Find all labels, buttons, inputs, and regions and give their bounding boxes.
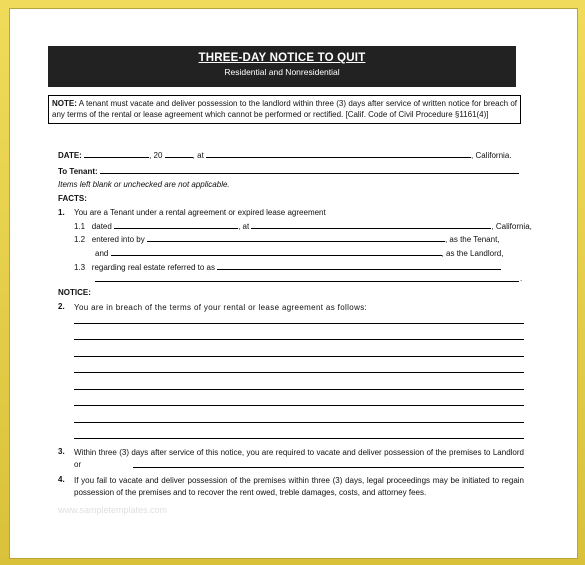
vacate-alternative-field[interactable] (133, 467, 524, 468)
item-1-1-at: , at (238, 222, 250, 231)
date-row (58, 149, 512, 160)
item-1-3-text: regarding real estate referred to as (91, 263, 215, 272)
item-3-number: 3. (58, 447, 65, 456)
document-subtitle: Residential and Nonresidential (224, 67, 340, 77)
item-4-text: If you fail to vacate and deliver possession of the premises within three (3) days, legal proceedings may be initiated to regain possession of the premises and to recover the rent owed, treble damages, costs, and attorney fees. (74, 476, 524, 497)
notice-heading: NOTICE: (58, 288, 91, 297)
date-label: DATE: (58, 151, 82, 160)
item-1-2-landlord: , as the Landlord, (441, 249, 504, 258)
item-1-2-and: and (95, 249, 109, 258)
item-1-3-number: 1.3 (74, 263, 86, 272)
date-at: , at (192, 151, 204, 160)
item-1-2-and-row (95, 247, 503, 258)
item-1-2-tenant: , as the Tenant, (444, 235, 500, 244)
item-1-2-number: 1.2 (74, 235, 86, 244)
breach-line[interactable] (74, 389, 524, 390)
item-2-text: You are in breach of the terms of your rental or lease agreement as follows: (74, 303, 368, 312)
tenant-name-field[interactable] (100, 165, 519, 174)
item-1-number: 1. (58, 208, 65, 217)
item-1-3-row (74, 261, 501, 272)
breach-line[interactable] (74, 372, 524, 373)
legal-note (48, 95, 521, 124)
date-location-field[interactable] (206, 149, 471, 158)
item-1-text: You are a Tenant under a rental agreement or expired lease agreement (74, 208, 326, 217)
facts-heading: FACTS: (58, 194, 87, 203)
breach-line[interactable] (74, 339, 524, 340)
item-4-number: 4. (58, 475, 65, 484)
blank-items-note: Items left blank or unchecked are not applicable. (58, 180, 230, 189)
item-3-text: Within three (3) days after service of this notice, you are required to vacate and deliver possession of the premises to Landlord or (74, 448, 524, 469)
document-title: THREE-DAY NOTICE TO QUIT (198, 52, 366, 64)
breach-line[interactable] (74, 323, 524, 324)
tenant-row (58, 165, 519, 176)
property-address-line-2[interactable] (95, 281, 519, 282)
note-label: NOTE: (52, 99, 77, 108)
tenant-party-field[interactable] (147, 233, 445, 242)
year-prefix: , 20 (149, 151, 163, 160)
agreement-location-field[interactable] (251, 220, 491, 229)
document-header (48, 46, 516, 87)
landlord-party-field[interactable] (111, 247, 442, 256)
item-1-3-end: . (520, 274, 523, 283)
item-1-1-number: 1.1 (74, 222, 86, 231)
watermark: www.sampletemplates.com (58, 505, 168, 515)
note-text: A tenant must vacate and deliver possession to the landlord within three (3) days after service of written notice for breach of any terms of the rental or lease agreement which cannot be performed or rectified. [Calif. Code of Civil Procedure §1161(4)] (52, 99, 517, 119)
item-1-2-entered: entered into by (91, 235, 145, 244)
agreement-date-field[interactable] (114, 220, 238, 229)
date-field[interactable] (84, 149, 149, 158)
breach-line[interactable] (74, 356, 524, 357)
date-state: , California. (471, 151, 512, 160)
tenant-label: To Tenant: (58, 167, 98, 176)
item-2-number: 2. (58, 302, 65, 311)
item-1-2-row (74, 233, 500, 244)
breach-line[interactable] (74, 422, 524, 423)
breach-line[interactable] (74, 405, 524, 406)
item-1-1-dated: dated (91, 222, 112, 231)
item-1-1-row (74, 220, 532, 231)
year-field[interactable] (165, 149, 193, 158)
item-1-1-state: , California, (491, 222, 532, 231)
breach-line[interactable] (74, 438, 524, 439)
property-address-field[interactable] (217, 261, 501, 270)
